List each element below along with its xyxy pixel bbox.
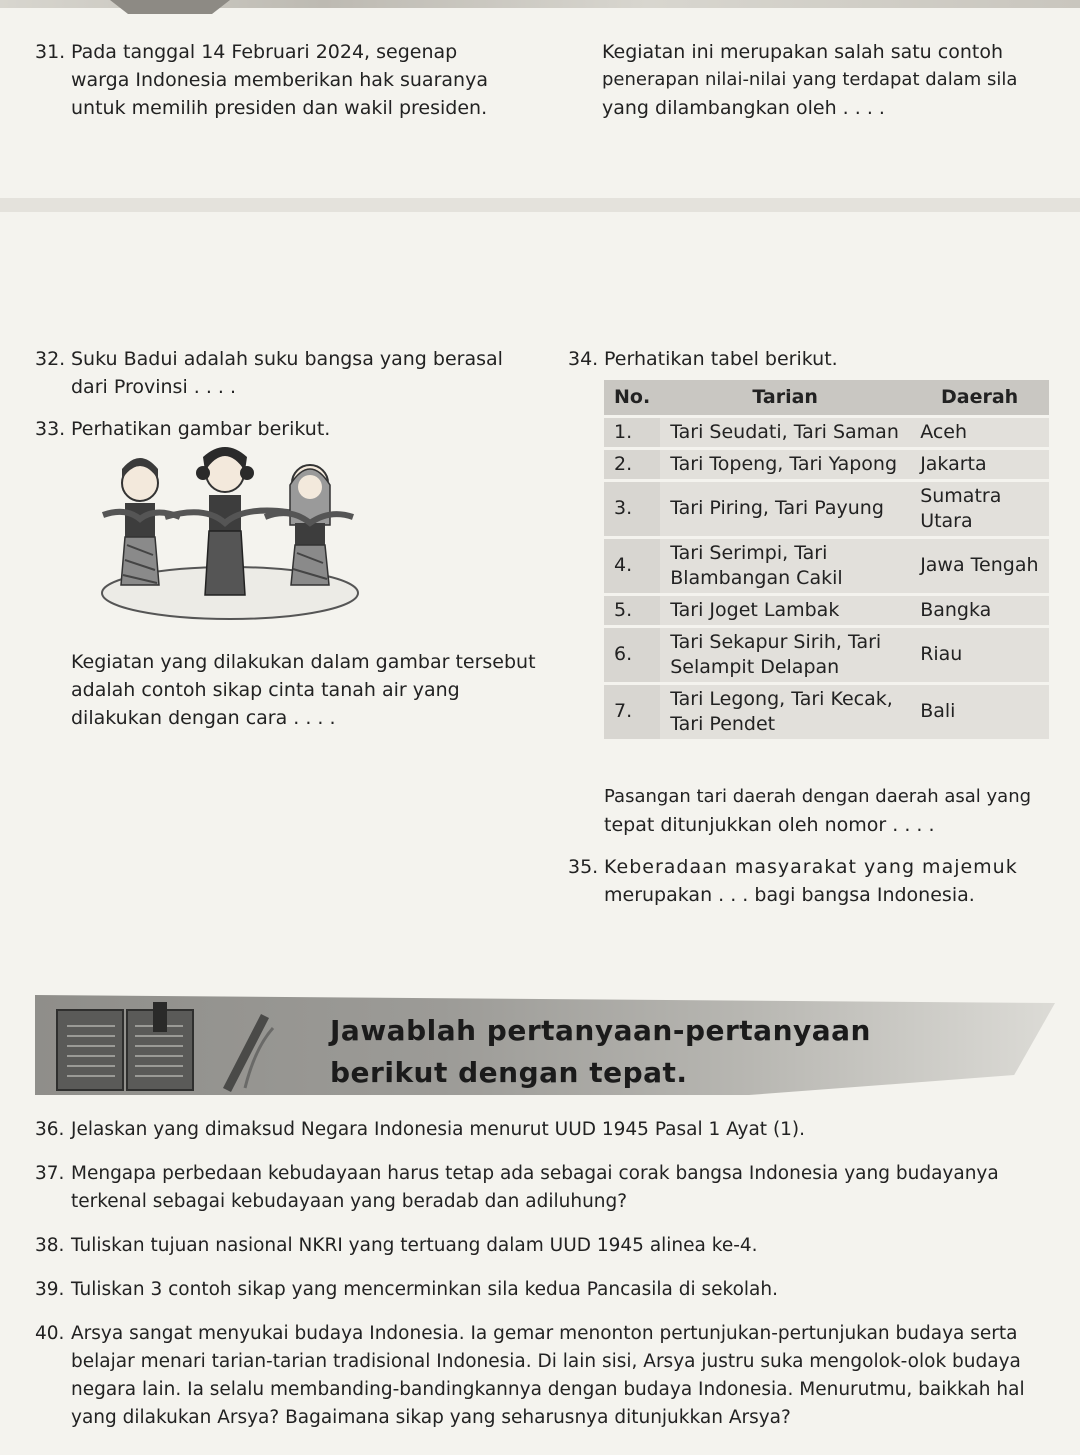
text-line: penerapan nilai-nilai yang terdapat dalam sila — [602, 69, 1018, 90]
cell-tarian — [660, 416, 910, 448]
essay-40 — [35, 1320, 1075, 1432]
cell-tarian — [660, 683, 910, 740]
text-line: dilakukan dengan cara . . . . — [71, 707, 336, 729]
question-number: 35. — [568, 856, 599, 878]
text-line: Jelaskan yang dimaksud Negara Indonesia menurut UUD 1945 Pasal 1 Ayat (1). — [71, 1119, 806, 1140]
text-line: Tuliskan 3 contoh sikap yang mencerminkan sila kedua Pancasila di sekolah. — [71, 1279, 778, 1300]
cell-line: Tari Pendet — [670, 712, 776, 735]
cell-line: Jawa Tengah — [920, 554, 1039, 576]
question-35 — [568, 853, 1073, 909]
cell-line: Aceh — [920, 420, 968, 443]
cell-line: Tari Seudati, Tari Saman — [670, 420, 899, 443]
essay-36 — [35, 1116, 1075, 1144]
text-line: negara lain. Ia selalu membanding-bandingkannya dengan budaya Indonesia. Menurutmu, baikkah hal — [71, 1379, 1025, 1400]
cell-no: 3. — [604, 480, 660, 537]
question-34-intro — [568, 345, 1068, 373]
table-row — [604, 537, 1049, 594]
dancer-left — [103, 458, 180, 585]
question-number: 31. — [35, 41, 66, 63]
cell-daerah — [910, 683, 1049, 740]
cell-tarian — [660, 626, 910, 683]
dancer-right — [265, 465, 353, 585]
cell-line: Blambangan Cakil — [670, 566, 843, 589]
question-number: 33. — [35, 418, 66, 440]
cell-tarian — [660, 537, 910, 594]
dancers-illustration — [95, 445, 360, 625]
text-line: Perhatikan gambar berikut. — [71, 418, 331, 440]
cell-daerah — [910, 626, 1049, 683]
text-line: Pada tanggal 14 Februari 2024, segenap — [71, 41, 458, 63]
question-number: 36. — [35, 1119, 65, 1140]
cell-line: Selampit Delapan — [670, 655, 840, 678]
cell-line: Tari Serimpi, Tari — [670, 541, 828, 564]
text-line: Suku Badui adalah suku bangsa yang berasal — [71, 348, 503, 370]
text-line: warga Indonesia memberikan hak suaranya — [71, 69, 488, 91]
question-number: 32. — [35, 348, 66, 370]
cell-tarian — [660, 594, 910, 626]
header-no: No. — [604, 380, 660, 416]
cell-line: Tari Joget Lambak — [670, 598, 840, 621]
cell-line: Utara — [920, 509, 973, 532]
pen-icon — [215, 1008, 275, 1093]
cell-no: 5. — [604, 594, 660, 626]
cell-tarian — [660, 448, 910, 480]
cell-no: 6. — [604, 626, 660, 683]
text-line: merupakan . . . bagi bangsa Indonesia. — [604, 884, 975, 906]
table-row — [604, 626, 1049, 683]
cell-line: Tari Sekapur Sirih, Tari — [670, 630, 882, 653]
cell-no: 7. — [604, 683, 660, 740]
text-line: Perhatikan tabel berikut. — [604, 348, 838, 370]
text-line: adalah contoh sikap cinta tanah air yang — [71, 679, 460, 701]
cell-line: Tari Piring, Tari Payung — [670, 497, 884, 519]
question-33 — [35, 415, 565, 443]
text-line: Kegiatan yang dilakukan dalam gambar tersebut — [71, 651, 536, 673]
text-line: Pasangan tari daerah dengan daerah asal yang — [604, 786, 1032, 807]
cell-daerah — [910, 448, 1049, 480]
cell-no: 1. — [604, 416, 660, 448]
table-header-row — [604, 380, 1049, 416]
question-33-text — [71, 648, 566, 732]
cell-line: Tari Legong, Tari Kecak, — [670, 687, 893, 710]
question-32 — [35, 345, 565, 401]
table-row — [604, 480, 1049, 537]
text-line: Keberadaan masyarakat yang majemuk — [604, 856, 1018, 878]
question-number: 38. — [35, 1235, 65, 1256]
text-line: tepat ditunjukkan oleh nomor . . . . — [604, 814, 935, 836]
title-line: berikut dengan tepat. — [330, 1056, 688, 1089]
essay-38 — [35, 1232, 1075, 1260]
title-line: Jawablah pertanyaan-pertanyaan — [330, 1014, 871, 1047]
question-number: 39. — [35, 1279, 65, 1300]
text-line: Arsya sangat menyukai budaya Indonesia. Ia gemar menonton pertunjukan-pertunjukan budaya serta — [71, 1323, 1018, 1344]
essay-39 — [35, 1276, 1075, 1304]
essay-list — [35, 1116, 1075, 1432]
cell-no: 2. — [604, 448, 660, 480]
page-divider — [0, 198, 1080, 212]
text-line: Mengapa perbedaan kebudayaan harus tetap ada sebagai corak bangsa Indonesia yang budayanya — [71, 1163, 999, 1184]
header-tarian: Tarian — [660, 380, 910, 416]
cell-line: Jakarta — [920, 452, 987, 475]
cell-daerah — [910, 416, 1049, 448]
question-34-after — [604, 783, 1074, 839]
tari-table — [604, 380, 1049, 742]
text-line: yang dilambangkan oleh . . . . — [602, 97, 885, 119]
text-line: dari Provinsi . . . . — [71, 376, 237, 398]
cell-daerah — [910, 594, 1049, 626]
question-number: 37. — [35, 1163, 65, 1184]
cell-line: Sumatra — [920, 484, 1002, 507]
cell-line: Tari Topeng, Tari Yapong — [670, 452, 898, 475]
table-row — [604, 448, 1049, 480]
cell-daerah — [910, 480, 1049, 537]
text-line: belajar menari tarian-tarian tradisional Indonesia. Di lain sisi, Arsya justru suka mengolok-olok budaya — [71, 1351, 1021, 1372]
text-line: untuk memilih presiden dan wakil presiden. — [71, 97, 488, 119]
question-31-right — [602, 38, 1072, 122]
table-row — [604, 683, 1049, 740]
book-icon — [55, 1002, 205, 1094]
cell-tarian — [660, 480, 910, 537]
text-line: terkenal sebagai kebudayaan yang beradab dan adiluhung? — [71, 1191, 628, 1212]
cell-line: Bali — [920, 700, 956, 722]
table-row — [604, 594, 1049, 626]
text-line: Kegiatan ini merupakan salah satu contoh — [602, 41, 1003, 63]
essay-37 — [35, 1160, 1075, 1216]
page-top-tab — [110, 0, 230, 14]
cell-no: 4. — [604, 537, 660, 594]
cell-line: Bangka — [920, 598, 992, 621]
question-number: 40. — [35, 1323, 65, 1344]
section-title — [330, 1010, 871, 1094]
cell-line: Riau — [920, 643, 963, 665]
table-row — [604, 416, 1049, 448]
header-daerah: Daerah — [910, 380, 1049, 416]
text-line: Tuliskan tujuan nasional NKRI yang tertuang dalam UUD 1945 alinea ke-4. — [71, 1235, 758, 1256]
text-line: yang dilakukan Arsya? Bagaimana sikap yang seharusnya ditunjukkan Arsya? — [71, 1407, 791, 1428]
question-number: 34. — [568, 348, 599, 370]
cell-daerah — [910, 537, 1049, 594]
question-31-left — [35, 38, 545, 122]
